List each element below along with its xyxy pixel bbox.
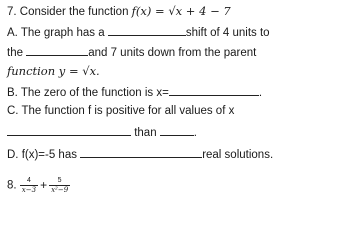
q7-part-d: D. f(x)=-5 has real solutions. <box>7 146 273 163</box>
q7-part-c-line2: than . <box>7 124 197 141</box>
q7-function: f(x) = √x + 4 − 7 <box>131 4 231 18</box>
question-8 <box>7 176 70 195</box>
q8-plus: + <box>40 178 48 192</box>
blank-a1[interactable] <box>108 24 186 36</box>
q8-label: 8. <box>7 179 17 192</box>
q7-part-a-line2: the and 7 units down from the parent <box>7 44 256 61</box>
q7-part-c-line1: C. The function f is positive for all values of x <box>7 105 235 117</box>
q8-fraction-2: $\frac{5}{\text{x²−9}}$ <box>51 177 69 194</box>
q8-fraction-1: $\frac{4}{x-3}$ <box>21 177 37 194</box>
blank-c1[interactable] <box>7 124 131 136</box>
blank-b[interactable] <box>169 84 259 96</box>
blank-c2[interactable] <box>160 124 194 136</box>
q7-part-a-line1: A. The graph has a shift of 4 units to <box>7 24 270 41</box>
q7-title: 7. Consider the function f(x) = √x + 4 − 7 <box>7 4 231 18</box>
q7-part-a-line3: function y = √x. <box>7 64 100 78</box>
blank-d[interactable] <box>80 146 202 158</box>
blank-a2[interactable] <box>26 44 88 56</box>
q7-part-b: B. The zero of the function is x= . <box>7 84 262 101</box>
